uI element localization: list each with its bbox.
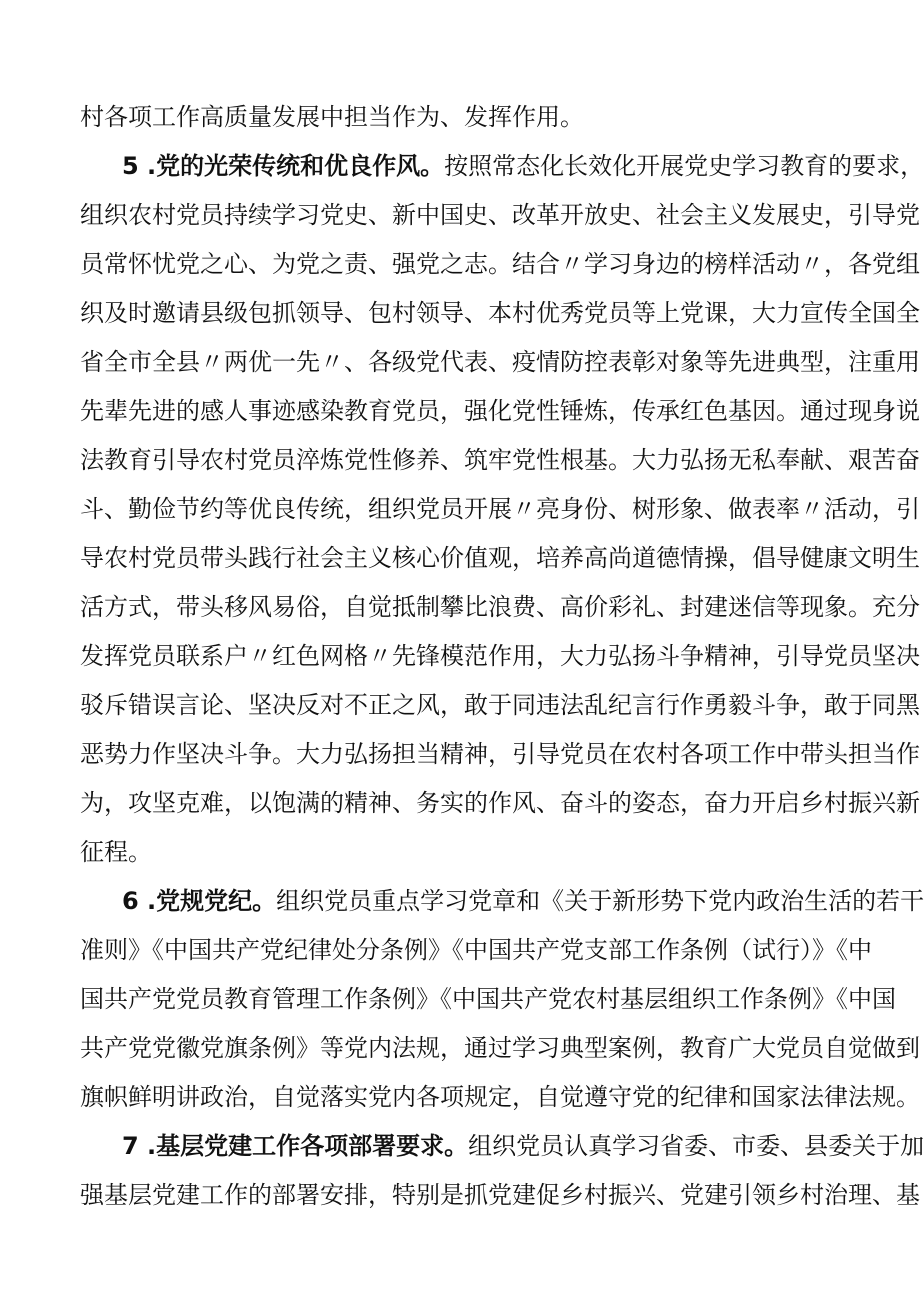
body-text: 组织党员认真学习省委、市委、县委关于加 — [468, 1132, 924, 1160]
body-text-line — [80, 489, 920, 529]
body-text: 活方式，带头移风易俗，自觉抵制攀比浪费、高价彩礼、封建迷信等现象。充分 — [80, 593, 920, 621]
body-text: 先辈先进的感人事迹感染教育党员，强化党性锤炼，传承红色基因。通过现身说 — [80, 397, 920, 425]
body-text-line — [80, 979, 896, 1019]
body-text-line — [80, 342, 920, 382]
body-text: 组织农村党员持续学习党史、新中国史、改革开放史、社会主义发展史，引导党 — [80, 201, 920, 229]
section-5-heading: 5 .党的光荣传统和优良作风。 — [122, 152, 445, 180]
body-text-line — [80, 1077, 920, 1117]
body-text-line — [80, 244, 920, 284]
body-text: 旗帜鲜明讲政治，自觉落实党内各项规定，自觉遵守党的纪律和国家法律法规。 — [80, 1083, 920, 1111]
body-text: 驳斥错误言论、坚决反对不正之风，敢于同违法乱纪言行作勇毅斗争，敢于同黑 — [80, 691, 920, 719]
section-7-first-line — [122, 1126, 924, 1166]
body-text: 导农村党员带头践行社会主义核心价值观，培养高尚道德情操，倡导健康文明生 — [80, 544, 920, 572]
body-text-line — [80, 783, 920, 823]
body-text-line — [80, 1175, 920, 1215]
body-text-line — [80, 587, 920, 627]
body-text-line — [80, 293, 920, 333]
body-text: 为，攻坚克难，以饱满的精神、务实的作风、奋斗的姿态，奋力开启乡村振兴新 — [80, 789, 920, 817]
body-text-line — [80, 685, 920, 725]
body-text: 村各项工作高质量发展中担当作为、发挥作用。 — [80, 103, 584, 131]
body-text: 强基层党建工作的部署安排，特别是抓党建促乡村振兴、党建引领乡村治理、基 — [80, 1181, 920, 1209]
body-text: 组织党员重点学习党章和《关于新形势下党内政治生活的若干 — [276, 887, 924, 915]
body-text-line — [80, 734, 920, 774]
body-text: 准则》《中国共产党纪律处分条例》《中国共产党支部工作条例（试行）》《中 — [80, 936, 872, 964]
body-text: 省全市全县〃两优一先〃、各级党代表、疫情防控表彰对象等先进典型，注重用 — [80, 348, 920, 376]
body-text: 共产党党徽党旗条例》等党内法规，通过学习典型案例，教育广大党员自觉做到 — [80, 1034, 920, 1062]
body-text: 国共产党党员教育管理工作条例》《中国共产党农村基层组织工作条例》《中国 — [80, 985, 896, 1013]
body-text-line — [80, 538, 920, 578]
body-text-line — [80, 930, 872, 970]
body-text: 斗、勤俭节约等优良传统，组织党员开展〃亮身份、树形象、做表率〃活动，引 — [80, 495, 920, 523]
section-7-heading: 7 .基层党建工作各项部署要求。 — [122, 1132, 469, 1160]
body-text: 员常怀忧党之心、为党之责、强党之志。结合〃学习身边的榜样活动〃，各党组 — [80, 250, 920, 278]
body-text: 按照常态化长效化开展党史学习教育的要求， — [444, 152, 924, 180]
section-6-first-line — [122, 881, 924, 921]
body-text-line — [80, 636, 920, 676]
body-text: 恶势力作坚决斗争。大力弘扬担当精神，引导党员在农村各项工作中带头担当作 — [80, 740, 920, 768]
body-text: 法教育引导农村党员淬炼党性修养、筑牢党性根基。大力弘扬无私奉献、艰苦奋 — [80, 446, 920, 474]
body-text-line — [80, 391, 920, 431]
section-6-heading: 6 .党规党纪。 — [122, 887, 277, 915]
body-text: 征程。 — [80, 838, 152, 866]
body-text-line — [80, 440, 920, 480]
body-text-line — [80, 1028, 920, 1068]
section-5-first-line — [122, 146, 924, 186]
body-text-line — [80, 195, 920, 235]
body-text: 织及时邀请县级包抓领导、包村领导、本村优秀党员等上党课，大力宣传全国全 — [80, 299, 920, 327]
body-text: 发挥党员联系户〃红色网格〃先锋模范作用，大力弘扬斗争精神，引导党员坚决 — [80, 642, 920, 670]
body-text-line — [80, 97, 850, 137]
body-text-line — [80, 832, 850, 872]
